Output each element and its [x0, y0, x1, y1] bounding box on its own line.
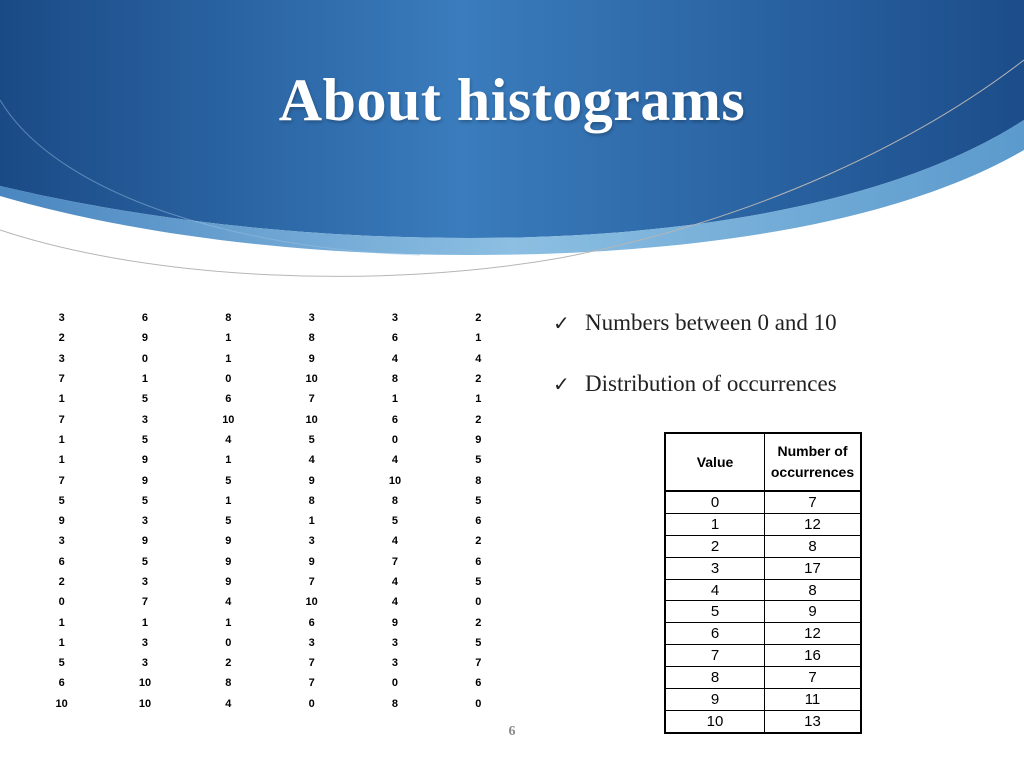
value-cell: 7 — [665, 645, 765, 667]
data-cell: 3 — [58, 535, 65, 548]
data-cell: 1 — [141, 616, 149, 629]
data-cell: 3 — [308, 312, 315, 325]
table-row — [665, 645, 861, 667]
data-cell: 9 — [475, 433, 482, 446]
data-cell: 6 — [308, 616, 315, 629]
data-cell: 4 — [391, 576, 399, 588]
table-row — [20, 531, 520, 551]
data-cell: 1 — [58, 454, 65, 467]
table-row — [20, 328, 520, 348]
count-cell: 12 — [765, 513, 862, 535]
table-row — [665, 513, 861, 535]
data-cell: 6 — [475, 555, 482, 568]
data-cell: 7 — [308, 657, 315, 670]
data-cell: 6 — [475, 677, 482, 690]
data-cell: 6 — [391, 413, 399, 426]
table-row — [665, 667, 861, 689]
value-cell: 1 — [665, 513, 765, 535]
data-cell: 5 — [475, 636, 482, 649]
table-row — [20, 572, 520, 592]
bullet-text: Distribution of occurrences — [585, 371, 837, 396]
table-row — [20, 612, 520, 632]
data-cell: 3 — [141, 413, 149, 426]
value-cell: 3 — [665, 557, 765, 579]
data-cell: 1 — [308, 515, 315, 528]
data-cell: 1 — [225, 616, 232, 629]
data-cell: 2 — [58, 332, 65, 345]
data-cell: 3 — [391, 312, 399, 325]
data-cell: 7 — [58, 413, 65, 426]
data-cell: 6 — [225, 393, 232, 406]
count-cell: 8 — [765, 535, 862, 557]
data-cell: 5 — [141, 433, 149, 446]
bullet-list — [553, 306, 837, 428]
data-cell: 0 — [475, 596, 482, 609]
data-cell: 3 — [391, 657, 399, 670]
data-cell: 1 — [58, 433, 65, 446]
data-cell: 9 — [141, 332, 149, 345]
data-cell: 1 — [58, 616, 65, 629]
data-cell: 7 — [141, 596, 149, 609]
table-header-row — [665, 433, 861, 491]
data-cell: 10 — [305, 373, 318, 386]
data-cell: 4 — [391, 352, 399, 365]
data-cell: 1 — [225, 494, 232, 507]
table-row — [20, 592, 520, 612]
table-row — [665, 535, 861, 557]
value-cell: 10 — [665, 710, 765, 732]
data-cell: 2 — [58, 576, 65, 588]
value-cell: 6 — [665, 623, 765, 645]
table-row — [20, 694, 520, 714]
data-cell: 9 — [225, 555, 232, 568]
table-row — [20, 369, 520, 389]
data-cell: 3 — [308, 636, 315, 649]
data-cell: 9 — [141, 454, 149, 467]
data-cell: 6 — [58, 677, 65, 690]
bullet-item — [553, 367, 837, 401]
data-cell: 4 — [391, 535, 399, 548]
table-row — [20, 349, 520, 369]
data-cell: 10 — [222, 413, 235, 426]
data-cell: 1 — [225, 454, 232, 467]
data-cell: 8 — [391, 494, 399, 507]
data-cell: 9 — [308, 352, 315, 365]
table-row — [665, 710, 861, 732]
data-cell: 5 — [225, 515, 232, 528]
data-cell: 1 — [391, 393, 399, 406]
data-cell: 6 — [58, 555, 65, 568]
data-cell: 10 — [305, 596, 318, 609]
data-cell: 0 — [475, 697, 482, 710]
data-cell: 5 — [141, 393, 149, 406]
table-row — [20, 491, 520, 511]
data-cell: 7 — [391, 555, 399, 568]
count-cell: 17 — [765, 557, 862, 579]
data-cell: 7 — [308, 576, 315, 588]
data-cell: 3 — [58, 312, 65, 325]
data-cell: 5 — [58, 657, 65, 670]
table-row — [20, 673, 520, 693]
table-row — [665, 601, 861, 623]
data-cell: 0 — [225, 373, 232, 386]
data-cell: 4 — [308, 454, 315, 467]
data-cell: 5 — [475, 494, 482, 507]
count-cell: 7 — [765, 667, 862, 689]
data-cell: 0 — [391, 433, 399, 446]
table-row — [665, 689, 861, 711]
data-cell: 9 — [141, 474, 149, 487]
data-cell: 8 — [225, 677, 232, 690]
value-cell: 4 — [665, 579, 765, 601]
data-cell: 9 — [391, 616, 399, 629]
data-cell: 9 — [225, 535, 232, 548]
data-cell: 8 — [391, 373, 399, 386]
header-banner — [0, 0, 1024, 300]
table-row — [665, 491, 861, 513]
table-row — [665, 623, 861, 645]
count-cell: 12 — [765, 623, 862, 645]
data-cell: 10 — [305, 413, 318, 426]
data-cell: 0 — [58, 596, 65, 609]
data-cell: 1 — [141, 373, 149, 386]
data-cell: 9 — [308, 474, 315, 487]
data-cell: 7 — [308, 393, 315, 406]
frequency-table — [664, 432, 862, 734]
data-cell: 5 — [141, 494, 149, 507]
data-cell: 5 — [308, 433, 315, 446]
data-cell: 10 — [388, 474, 402, 487]
data-cell: 4 — [391, 454, 399, 467]
header-value: Value — [665, 433, 765, 491]
table-row — [20, 389, 520, 409]
count-cell: 11 — [765, 689, 862, 711]
value-cell: 9 — [665, 689, 765, 711]
data-cell: 8 — [308, 494, 315, 507]
page-number: 6 — [508, 724, 516, 739]
table-row — [20, 511, 520, 531]
table-row — [20, 450, 520, 470]
data-cell: 5 — [475, 576, 482, 588]
data-cell: 4 — [225, 697, 232, 710]
table-row — [665, 579, 861, 601]
data-cell: 2 — [475, 413, 482, 426]
table-row — [20, 308, 520, 328]
table-row — [20, 653, 520, 673]
slide-title: About histograms — [278, 67, 746, 133]
data-cell: 0 — [308, 697, 315, 710]
bullet-item — [553, 306, 837, 340]
data-cell: 1 — [475, 332, 482, 345]
header-occurrences: Number of occurrences — [765, 433, 862, 491]
data-cell: 3 — [141, 657, 149, 670]
data-cell: 1 — [225, 332, 232, 345]
data-cell: 10 — [138, 677, 152, 690]
table-row — [20, 552, 520, 572]
data-cell: 2 — [225, 657, 232, 670]
data-cell: 8 — [308, 332, 315, 345]
data-cell: 8 — [391, 697, 399, 710]
data-cell: 2 — [475, 312, 482, 325]
data-cell: 7 — [475, 657, 482, 670]
data-cell: 3 — [308, 535, 315, 548]
data-cell: 1 — [58, 393, 65, 406]
data-cell: 0 — [225, 636, 232, 649]
data-cell: 6 — [475, 515, 482, 528]
count-cell: 8 — [765, 579, 862, 601]
data-cell: 7 — [308, 677, 315, 690]
data-cell: 3 — [141, 636, 149, 649]
data-cell: 4 — [225, 433, 232, 446]
data-cell: 5 — [141, 555, 149, 568]
count-cell: 13 — [765, 710, 862, 732]
data-cell: 0 — [391, 677, 399, 690]
count-cell: 16 — [765, 645, 862, 667]
value-cell: 8 — [665, 667, 765, 689]
data-cell: 5 — [58, 494, 65, 507]
table-row — [20, 430, 520, 450]
data-cell: 1 — [475, 393, 482, 406]
data-cell: 3 — [58, 352, 65, 365]
data-cell: 2 — [475, 373, 482, 386]
data-cell: 5 — [475, 454, 482, 467]
data-cell: 8 — [475, 474, 482, 487]
data-cell: 2 — [475, 535, 482, 548]
data-cell: 5 — [391, 515, 399, 528]
value-cell: 0 — [665, 491, 765, 513]
data-cell: 3 — [141, 515, 149, 528]
data-cell: 10 — [55, 697, 68, 710]
data-cell: 9 — [141, 535, 149, 548]
checkmark-icon: ✓ — [553, 373, 570, 396]
data-cell: 6 — [391, 332, 399, 345]
value-cell: 2 — [665, 535, 765, 557]
data-cell: 3 — [141, 576, 149, 588]
data-cell: 4 — [475, 352, 482, 365]
data-cell: 1 — [225, 352, 232, 365]
data-cell: 8 — [225, 312, 232, 325]
count-cell: 7 — [765, 491, 862, 513]
data-cell: 3 — [391, 636, 399, 649]
raw-data-table — [20, 308, 520, 714]
data-cell: 9 — [308, 555, 315, 568]
table-row — [20, 633, 520, 653]
data-cell: 0 — [141, 352, 149, 365]
data-cell: 9 — [58, 515, 65, 528]
table-row — [20, 470, 520, 490]
data-cell: 7 — [58, 474, 65, 487]
value-cell: 5 — [665, 601, 765, 623]
checkmark-icon: ✓ — [553, 312, 570, 335]
data-cell: 1 — [58, 636, 65, 649]
data-cell: 9 — [225, 576, 232, 588]
data-cell: 6 — [141, 312, 149, 325]
table-row — [665, 557, 861, 579]
data-cell: 5 — [225, 474, 232, 487]
data-cell: 2 — [475, 616, 482, 629]
bullet-text: Numbers between 0 and 10 — [585, 310, 837, 335]
data-cell: 4 — [391, 596, 399, 609]
data-cell: 7 — [58, 373, 65, 386]
table-row — [20, 409, 520, 429]
data-cell: 4 — [225, 596, 232, 609]
count-cell: 9 — [765, 601, 862, 623]
data-cell: 10 — [138, 697, 152, 710]
